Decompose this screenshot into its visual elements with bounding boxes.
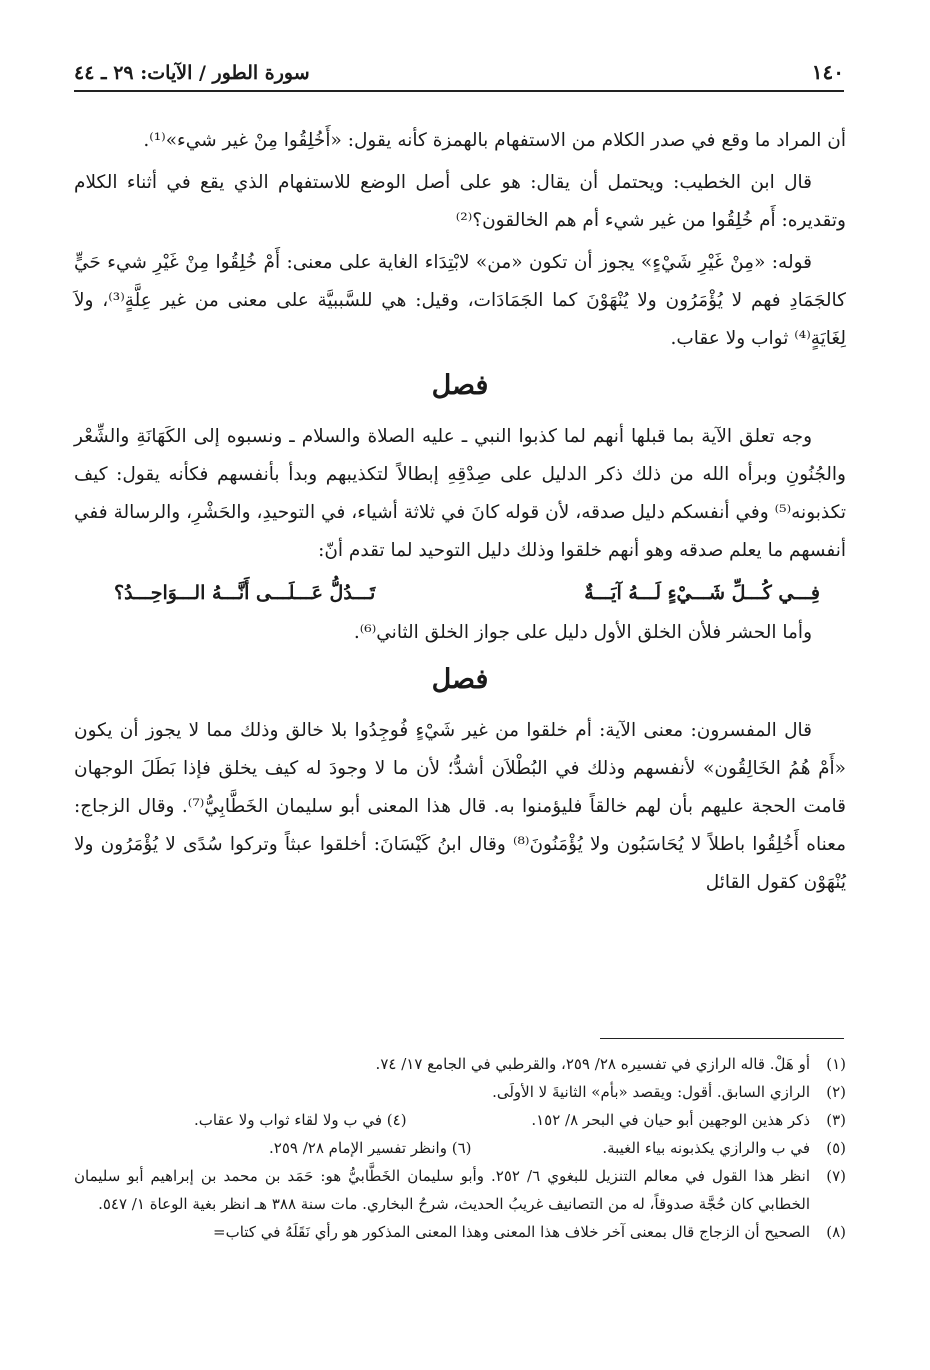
footnote-text: (٤) في ب ولا لقاء ثواب ولا عقاب. — [194, 1111, 407, 1129]
footnote-text: (٦) وانظر تفسير الإمام ٢٨/ ٢٥٩. — [269, 1139, 472, 1157]
footnote — [74, 1218, 846, 1246]
paragraph: قوله: «مِنْ غَيْرِ شَيْءٍ» يجوز أن تكون «من» لابْتِدَاء الغاية على معنى: أَمْ خُلِقُوا مِنْ غَيْرِ شيء حَيٍّ كالجَمَادِ فهم لا يُؤْمَرُون ولا يُنْهَوْنَ كما الجَمَادَات، وقيل: هي للسَّببيَّة على معنى من غير عِلَّةٍ⁽³⁾، ولاَ لِغَايَةٍ⁽⁴⁾ ثواب ولا عقاب. — [74, 252, 846, 349]
footnote-pair — [74, 1106, 846, 1134]
page-number: ١٤٠ — [811, 60, 844, 84]
footnote-pair — [74, 1134, 846, 1162]
footnote-text: ذكر هذين الوجهين أبو حيان في البحر ٨/ ١٥٢. — [531, 1111, 810, 1129]
footnote — [74, 1078, 846, 1106]
footnote-text: في ب والرازي يكذبونه بياء الغيبة. — [602, 1139, 810, 1157]
footnote-number: (٥) — [826, 1139, 846, 1157]
page-header — [74, 54, 844, 84]
footnotes — [74, 1050, 846, 1246]
paragraph: وأما الحشر فلأن الخلق الأول دليل على جواز الخلق الثاني⁽⁶⁾. — [353, 622, 812, 643]
footnote-number: (١) — [826, 1055, 846, 1073]
poetry-verse — [74, 574, 846, 612]
verse-first-hemistich: فِـــي كُـــلِّ شَـــيْءٍ لَـــهُ آيَـــةٌ — [584, 582, 820, 604]
paragraph: قال المفسرون: معنى الآية: أم خلقوا من غير شَيْءٍ فُوجِدُوا بلا خالق وذلك مما لا يجوز أن يكون «أَمْ هُمُ الخَالِقُون» لأنفسهم وذلك في البُطْلاَن أشدُّ؛ لأن ما لا وجودَ له كيف يخلق فإذا بَطَلَ الوجهان قامت الحجة عليهم بأن لهم خالقاً فليؤمنوا به. قال هذا المعنى أبو سليمان الخَطَّابِيُّ⁽⁷⁾. وقال الزجاج: معناه أَخُلِقُوا باطلاً لا يُحَاسَبُون ولا يُؤْمَنُونَ⁽⁸⁾ وقال ابنُ كَيْسَانَ: أخلقوا عبثاً وتركوا سُدًى لا يُؤْمَرُون ولا يُنْهَوْن كقول القائل — [74, 720, 846, 893]
footnote-number: (٣) — [826, 1111, 846, 1129]
running-title: سورة الطور / الآيات: ٢٩ ـ ٤٤ — [74, 62, 310, 84]
footnote-text: انظر هذا القول في معالم التنزيل للبغوي ٦/ ٢٥٢. وأبو سليمان الخَطَّابيُّ هو: حَمَد بن محمد بن إبراهيم أبو سليمان الخطابي كان حُجَّة صدوقاً، له من التصانيف غريبُ الحديث، شرحُ البخاري. مات سنة ٣٨٨ هـ انظر بغية الوعاة ١/ ٥٤٧. — [74, 1167, 810, 1213]
section-heading: فصل — [431, 664, 489, 695]
section-heading: فصل — [431, 370, 489, 401]
verse-second-hemistich: تَـــدُلُّ عَـــلَـــى أَنَّـــهُ الـــوَاحِـــدُ؟ — [114, 582, 376, 604]
paragraph: قال ابن الخطيب: ويحتمل أن يقال: هو على أصل الوضع للاستفهام الذي يقع في أثناء الكلام وتقديره: أَم خُلِقُوا من غير شيء أم هم الخالقون؟⁽²⁾ — [74, 172, 846, 231]
main-text — [74, 122, 846, 906]
paragraph: وجه تعلق الآية بما قبلها أنهم لما كذبوا النبي ـ عليه الصلاة والسلام ـ ونسبوه إلى الكَهَانَةِ والشِّعْر والجُنُونِ وبرأه الله من ذلك ذكر الدليل على صِدْقِهِ إبطالاً لتكذيبهم وبدأ بأنفسهم فكأنه يقول: كيف تكذبونه⁽⁵⁾ وفي أنفسكم دليل صدقه، لأن قوله كانَ في ثلاثة أشياء، في التوحيدِ، والحَشْرِ، والرسالة ففي أنفسهم ما يعلم صدقه وهو أنهم خلقوا وذلك دليل التوحيد لما تقدم أنّ: — [74, 426, 846, 561]
footnote-separator — [600, 1038, 844, 1039]
footnote — [74, 1162, 846, 1218]
footnote — [74, 1050, 846, 1078]
footnote-text: الصحيح أن الزجاج قال بمعنى آخر خلاف هذا المعنى وهذا المعنى المذكور هو رأي نَقَلَهُ في كتاب= — [213, 1223, 810, 1241]
footnote-number: (٢) — [826, 1083, 846, 1101]
header-rule — [74, 90, 844, 92]
footnote-number: (٧) — [826, 1167, 846, 1185]
footnote-text: الرازي السابق. أقول: ويقصد «بأم» الثانيةَ لا الأولَى. — [492, 1083, 810, 1101]
paragraph: أن المراد ما وقع في صدر الكلام من الاستفهام بالهمزة كأنه يقول: «أَخُلِقُوا مِنْ غير شيء»⁽¹⁾. — [143, 130, 846, 151]
footnote-number: (٨) — [826, 1223, 846, 1241]
footnote-text: أو هَلْ. قاله الرازي في تفسيره ٢٨/ ٢٥٩، والقرطبي في الجامع ١٧/ ٧٤. — [375, 1055, 810, 1073]
